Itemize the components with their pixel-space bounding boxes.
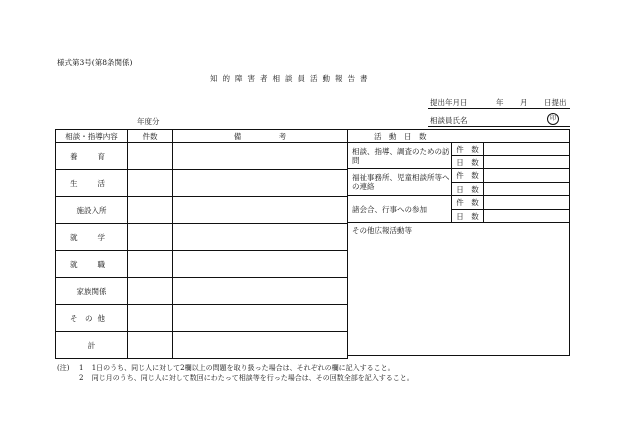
count-value[interactable] [484,143,570,156]
count-cell[interactable] [128,251,173,278]
days-value[interactable] [484,210,570,223]
counselor-name-label: 相談員氏名 [430,116,468,125]
remarks-cell[interactable] [173,305,348,332]
activity-label: 諸会合、行事への参加 [348,196,452,223]
count-value[interactable] [484,169,570,183]
count-cell[interactable] [128,197,173,224]
form-number: 様式第3号(第8条関係) [57,58,133,67]
row-label: 家族関係 [56,278,128,305]
header-count: 件数 [128,130,173,143]
header-remarks: 備 考 [173,130,348,143]
other-activities-cell[interactable] [348,223,570,356]
activity-days-table [347,129,570,356]
remarks-cell[interactable] [173,143,348,170]
submit-date [430,97,567,108]
row-label: 就 学 [56,224,128,251]
row-label: 計 [56,332,128,359]
submit-date-month: 月 [520,98,528,107]
note-number: 1 [79,364,84,372]
remarks-cell[interactable] [173,278,348,305]
count-cell[interactable] [128,143,173,170]
seal-mark-text: 印 [549,115,556,122]
activity-table [55,129,348,359]
remarks-cell[interactable] [173,332,348,359]
row-label: 就 職 [56,251,128,278]
row-label: 施設入所 [56,197,128,224]
count-cell[interactable] [128,332,173,359]
page-title: 知的障害者相談員活動報告書 [210,74,373,83]
submit-date-day: 日提出 [544,98,567,107]
note-number: 2 [79,374,84,382]
row-label: 養 育 [56,143,128,170]
days-value[interactable] [484,156,570,169]
header-category: 相談・指導内容 [56,130,128,143]
remarks-cell[interactable] [173,224,348,251]
count-value[interactable] [484,196,570,210]
days-label: 日 数 [452,183,484,196]
row-label: 生 活 [56,170,128,197]
count-label: 件 数 [452,143,484,156]
count-label: 件 数 [452,169,484,183]
count-cell[interactable] [128,224,173,251]
counselor-name-field [428,126,570,127]
submit-date-underline [428,108,570,109]
activity-label: 相談、指導、調査のための訪問 [348,143,452,169]
notes-prefix: (注) [57,364,70,372]
row-label: そ の 他 [56,305,128,332]
submit-date-year: 年 [496,98,504,107]
count-cell[interactable] [128,170,173,197]
submit-date-label: 提出年月日 [430,98,468,107]
fiscal-year-label: 年度分 [137,117,160,126]
remarks-cell[interactable] [173,197,348,224]
count-cell[interactable] [128,305,173,332]
activity-label: 福祉事務所、児童相談所等への連絡 [348,169,452,196]
days-label: 日 数 [452,156,484,169]
days-label: 日 数 [452,210,484,223]
count-label: 件 数 [452,196,484,210]
days-value[interactable] [484,183,570,196]
note-1 [79,363,395,373]
header-activity-days: 活 動 日 数 [348,130,570,143]
other-activities-label: その他広報活動等 [352,226,412,235]
note-2 [79,373,414,383]
remarks-cell[interactable] [173,251,348,278]
remarks-cell[interactable] [173,170,348,197]
seal-mark [547,113,559,125]
note-text: 1日のうち、同じ人に対して2欄以上の問題を取り扱った場合は、それぞれの欄に記入すること。 [91,364,395,372]
count-cell[interactable] [128,278,173,305]
note-text: 同じ月のうち、同じ人に対して数回にわたって相談等を行った場合は、その回数全部を記入すること。 [91,374,414,382]
